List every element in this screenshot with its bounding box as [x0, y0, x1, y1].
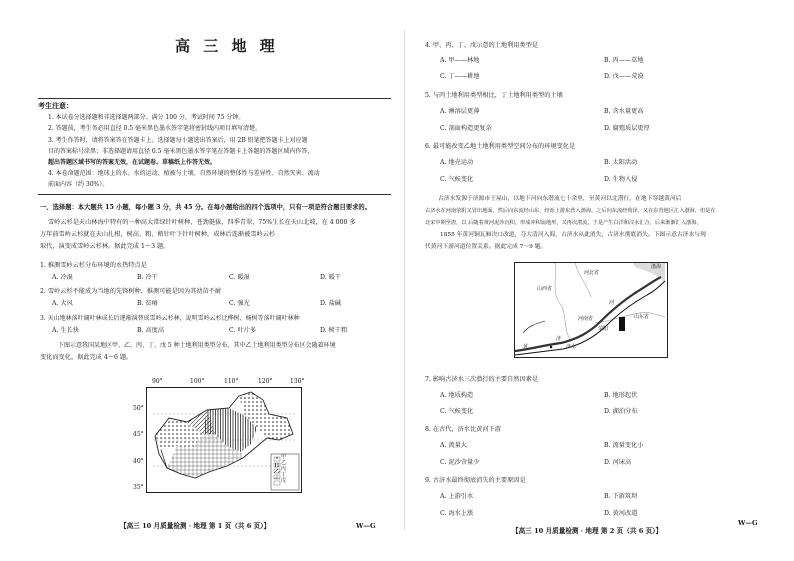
- map-label-jishui: 济水: [566, 344, 577, 350]
- option-d[interactable]: D. 戊——荒漠: [604, 73, 644, 80]
- option-d[interactable]: D. 黄河改道: [604, 510, 638, 517]
- notice-item: 3. 考生作答时，请将答案答在答题卡上。选择题每小题选出答案后，用 2B 铅笔把答题卡上对应题: [48, 137, 308, 144]
- map-label-xingyang: 荥阳: [598, 326, 609, 332]
- passage-line: 北宋中期至唐，以 后随着黄河泥沙沉积，形成冲积扇地形，又再次潜流，于是产生白洋和汶水汇合，后来渐渐汇入渤海，: [425, 220, 702, 226]
- option-b[interactable]: B. 太阳活动: [604, 159, 638, 166]
- option-c[interactable]: C. 强光: [229, 300, 250, 307]
- question-stem: 9. 古济水最终彻底消失的主要原因是: [425, 477, 526, 484]
- option-c[interactable]: C. 丁——耕地: [440, 73, 480, 80]
- option-a[interactable]: A. 地质构造: [440, 392, 474, 399]
- passage-line: 下图示意我国某地区甲、乙、丙、丁、戊 5 种土地利用类型分布，其中乙土地利用类型分布区会随着环境: [58, 342, 336, 349]
- map-label-huang: 黄: [523, 344, 529, 350]
- option-a[interactable]: A. 流量大: [440, 442, 467, 449]
- option-a[interactable]: A. 淋溶层更薄: [440, 108, 480, 115]
- question-stem: 5. 与丙土地利用类型相比，丁土地利用类型的土壤: [425, 92, 563, 99]
- map-label-hebei: 河北省: [584, 270, 600, 276]
- section-heading: 一、选择题：本大题共 15 小题，每小题 3 分，共 45 分。在每小题给出的四个选项中，只有一项是符合题目要求的。: [40, 204, 372, 211]
- option-c[interactable]: C. 暖湿: [229, 274, 250, 281]
- option-a[interactable]: A. 大风: [52, 300, 73, 307]
- legend-item: 甲: [281, 454, 287, 460]
- option-d[interactable]: D. 暖干: [320, 274, 342, 281]
- question-stem: 7. 影响古济水三次潜行的主要自然因素是: [425, 376, 539, 383]
- page-divider: [404, 30, 405, 530]
- option-c[interactable]: C. 气候变化: [440, 176, 474, 183]
- page-footer: 【高三 10 月质量检测 · 地理 第 2 页（共 6 页）】: [512, 527, 663, 535]
- legend-item: 丙: [281, 466, 287, 472]
- notice-heading: 考生注意：: [38, 101, 73, 110]
- map-label-he: 河: [609, 300, 615, 306]
- footer-code: W—G: [738, 519, 758, 527]
- question-stem: 3. 天山地林落叶阔叶林成长后逐渐演替成雪岭云杉林，说明雪岭云杉比桦树、杨树等落叶阔叶林种: [40, 315, 300, 322]
- question-stem: 6. 最可能改变乙地土地利用类型空间分布的环境变化是: [425, 143, 576, 150]
- map-label-shandong: 山东省: [634, 314, 650, 320]
- notice-item: 超出答题区域书写的答案无效，在试题卷、草稿纸上作答无效。: [48, 159, 217, 166]
- option-a[interactable]: A. 甲——林地: [440, 57, 480, 64]
- notice-item: 4. 本卷命题范围：地球上的水、水的运动、植被与土壤、自然环境的整体性与差异性、自然灾害、流动: [48, 170, 320, 177]
- option-c[interactable]: C. 海水上涨: [440, 510, 474, 517]
- map-label-shanxi: 山西省: [537, 286, 553, 292]
- river-map-svg: [515, 263, 667, 357]
- option-c[interactable]: C. 气候变化: [440, 408, 474, 415]
- land-use-map-svg: [147, 388, 301, 492]
- map-label-ji: 济: [556, 336, 562, 342]
- lon-label: 110°: [224, 378, 239, 385]
- map-label-henan: 河南省: [578, 316, 594, 322]
- passage-line: 代黄河下游河道位置关系。据此完成 7～9 题。: [425, 244, 547, 250]
- question-stem: 4. 甲、丙、丁、戊示意的土地利用类型是: [425, 42, 539, 49]
- passage-line: 1855 年黄河铜瓦厢决口改道，夺大清河入海，古济水从此消失，古济水彻底消失。下图示意古济水与现: [440, 232, 706, 238]
- option-d[interactable]: D. 湖泊分布: [604, 408, 638, 415]
- option-d[interactable]: D. 河床高: [604, 459, 632, 466]
- lat-label: 35°: [133, 484, 144, 491]
- option-d[interactable]: D. 盐碱: [320, 300, 342, 307]
- lon-label: 100°: [190, 378, 205, 385]
- question-stem: 8. 在古代，济水比黄河下游: [425, 426, 501, 433]
- option-b[interactable]: B. 贫瘠: [137, 300, 158, 307]
- option-b[interactable]: B. 高度高: [137, 327, 165, 334]
- footer-code: W—G: [356, 522, 376, 530]
- lat-label: 45°: [133, 431, 144, 438]
- option-a[interactable]: A. 上游引水: [440, 493, 474, 500]
- map-label-bohai: 渤海: [651, 264, 662, 270]
- question-stem: 2. 雪岭云杉不能成为当地的先锋树种，推测可能是因为其幼苗不耐: [40, 288, 222, 295]
- passage-line: 古济水发源于济源市王屋山，以地下河向东潜流七十余里，至黄河以北潜行，在地下穿越黄河后: [438, 196, 682, 202]
- option-b[interactable]: B. 冷干: [137, 274, 158, 281]
- river-map: [514, 262, 668, 358]
- option-c[interactable]: C. 剖面构造更复杂: [440, 125, 492, 132]
- question-stem: 1. 推测雪岭云杉分布环境的水热特点是: [40, 262, 147, 269]
- passage-line: 取代，演变成雪岭云杉林。据此完成 1～3 题。: [40, 243, 170, 250]
- passage-line: 雪岭云杉是天山林海中特有的一种高大常绿针叶树种，苍劲挺拔，四季青翠，75%生长在天山北坡，在 4 000 多: [48, 219, 356, 226]
- lon-label: 90°: [152, 378, 163, 385]
- notice-item: 目的答案标号涂黑；非选择题请用直径 0.5 毫米黑色墨水签字笔在答题卡上各题的答题区域内作答，: [48, 148, 314, 155]
- lon-label: 130°: [290, 378, 305, 385]
- page-title: 高 三 地 理: [175, 37, 279, 55]
- lon-label: 120°: [258, 378, 273, 385]
- option-b[interactable]: B. 含水量更高: [604, 108, 644, 115]
- option-b[interactable]: B. 流量变化小: [604, 442, 644, 449]
- option-d[interactable]: D. 生物入侵: [604, 176, 638, 183]
- passage-line: 古济水在河南荥阳又冒出地面，然后向东流经山东，经泺上游东营入渤海。之后向东流经荷泽，又在东营地区汇入渤海，但是在: [425, 208, 716, 214]
- passage-line: 万年前雪岭云杉就在天山扎根，树高、粗、稍针叶下针叶树种，成林后连渐被雪岭云杉: [40, 231, 276, 238]
- lat-label: 40°: [133, 458, 144, 465]
- notice-item: 1. 本试卷分选择题和非选择题两部分。满分 100 分，考试时间 75 分钟。: [48, 114, 245, 121]
- legend-item: 乙: [281, 460, 287, 466]
- option-b[interactable]: B. 丙——草地: [604, 57, 644, 64]
- page-footer: 【高三 10 月质量检测 · 地理 第 1 页（共 6 页）】: [120, 522, 271, 530]
- option-d[interactable]: D. 腐殖质层更厚: [604, 125, 650, 132]
- land-use-map: [146, 387, 302, 493]
- legend-item: 丁: [281, 472, 287, 478]
- option-c[interactable]: C. 叶片多: [229, 327, 257, 334]
- option-a[interactable]: A. 生长快: [52, 327, 79, 334]
- option-a[interactable]: A. 冷湿: [52, 274, 73, 281]
- notice-item: 2. 答题前，考生务必用直径 0.5 毫米黑色墨水签字笔将密封线内项目填写清楚。: [48, 125, 261, 132]
- lat-label: 50°: [133, 405, 144, 412]
- option-b[interactable]: B. 地形起伏: [604, 392, 638, 399]
- notice-item: 前面内容（约 30%）。: [48, 181, 109, 188]
- option-d[interactable]: D. 树干粗: [320, 327, 348, 334]
- option-c[interactable]: C. 泥沙含量少: [440, 459, 480, 466]
- legend-item: 戊: [281, 478, 287, 484]
- passage-line: 变化而变化。据此完成 4～6 题。: [40, 354, 133, 361]
- option-b[interactable]: B. 下游筑坝: [604, 493, 638, 500]
- option-a[interactable]: A. 地壳运动: [440, 159, 474, 166]
